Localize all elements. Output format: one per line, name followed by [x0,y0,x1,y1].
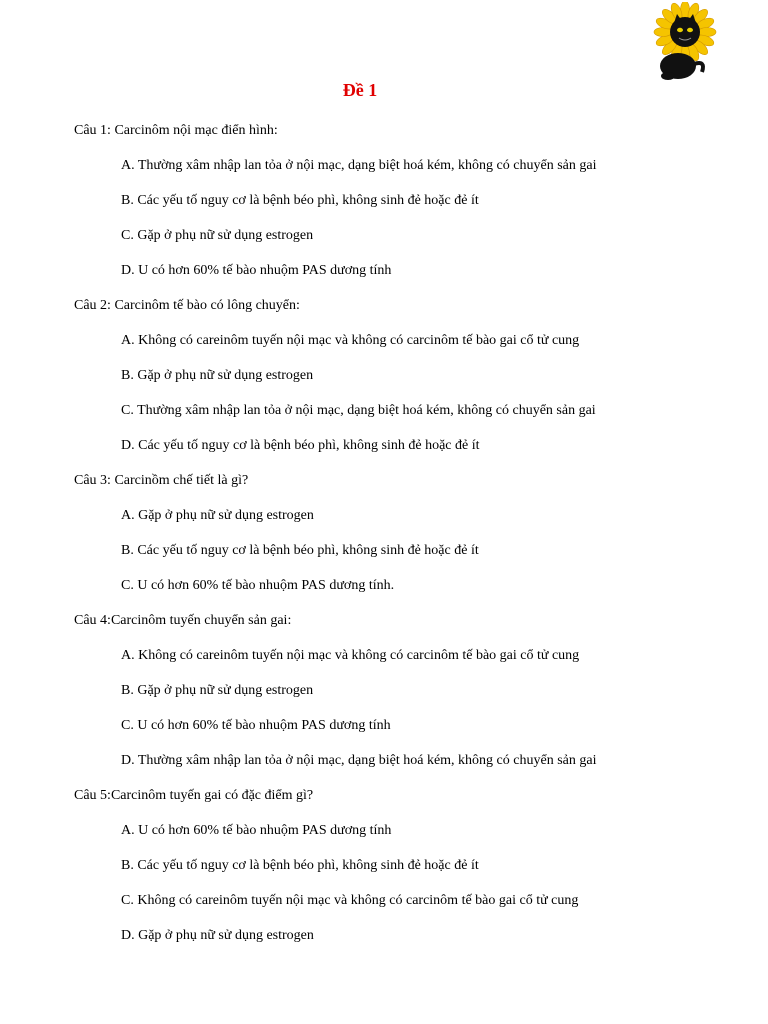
question-text: Câu 1: Carcinôm nội mạc điển hình: [74,123,278,138]
answer-option: A. Không có careinôm tuyến nội mạc và không có carcinôm tế bào gai cổ tử cung [121,648,580,663]
answer-option: B. Gặp ở phụ nữ sử dụng estrogen [121,683,314,698]
question-block [74,472,714,612]
answer-option: C. U có hơn 60% tế bào nhuộm PAS dương tính [121,718,391,733]
answer-option: A. Thường xâm nhập lan tỏa ở nội mạc, dạng biệt hoá kém, không có chuyển sản gai [121,158,597,173]
page-title: Đề 1 [342,80,378,100]
answer-option: A. Gặp ở phụ nữ sử dụng estrogen [121,508,314,523]
question-list [74,122,714,962]
answer-option: A. Không có careinôm tuyến nội mạc và không có carcinôm tế bào gai cổ tử cung [121,333,580,348]
question-text: Câu 2: Carcinôm tế bào có lông chuyển: [74,298,300,313]
answer-option: B. Các yếu tố nguy cơ là bệnh béo phì, không sinh đẻ hoặc đẻ ít [121,543,479,558]
answer-option: B. Các yếu tố nguy cơ là bệnh béo phì, không sinh đẻ hoặc đẻ ít [121,193,479,208]
answer-option: C. Không có careinôm tuyến nội mạc và không có carcinôm tế bào gai cổ tử cung [121,893,579,908]
question-block [74,612,714,787]
sunflower-cat-logo [652,2,718,82]
question-text: Câu 5:Carcinôm tuyến gai có đặc điểm gì? [74,788,314,803]
answer-option: D. Thường xâm nhập lan tỏa ở nội mạc, dạng biệt hoá kém, không có chuyển sản gai [121,753,597,768]
answer-option: B. Gặp ở phụ nữ sử dụng estrogen [121,368,314,383]
answer-option: B. Các yếu tố nguy cơ là bệnh béo phì, không sinh đẻ hoặc đẻ ít [121,858,479,873]
answer-option: D. U có hơn 60% tế bào nhuộm PAS dương tính [121,263,392,278]
question-text: Câu 3: Carcinồm chế tiết là gì? [74,473,249,488]
question-block [74,297,714,472]
answer-option: D. Gặp ở phụ nữ sử dụng estrogen [121,928,314,943]
sunflower-cat-icon [652,2,718,82]
answer-option: A. U có hơn 60% tế bào nhuộm PAS dương tính [121,823,392,838]
question-block [74,787,714,962]
answer-option: C. Thường xâm nhập lan tỏa ở nội mạc, dạng biệt hoá kém, không có chuyển sản gai [121,403,596,418]
answer-option: C. Gặp ở phụ nữ sử dụng estrogen [121,228,314,243]
question-block [74,122,714,297]
answer-option: C. U có hơn 60% tế bào nhuộm PAS dương tính. [121,578,395,593]
answer-option: D. Các yếu tố nguy cơ là bệnh béo phì, không sinh đẻ hoặc đẻ ít [121,438,480,453]
question-text: Câu 4:Carcinôm tuyến chuyển sản gai: [74,613,292,628]
